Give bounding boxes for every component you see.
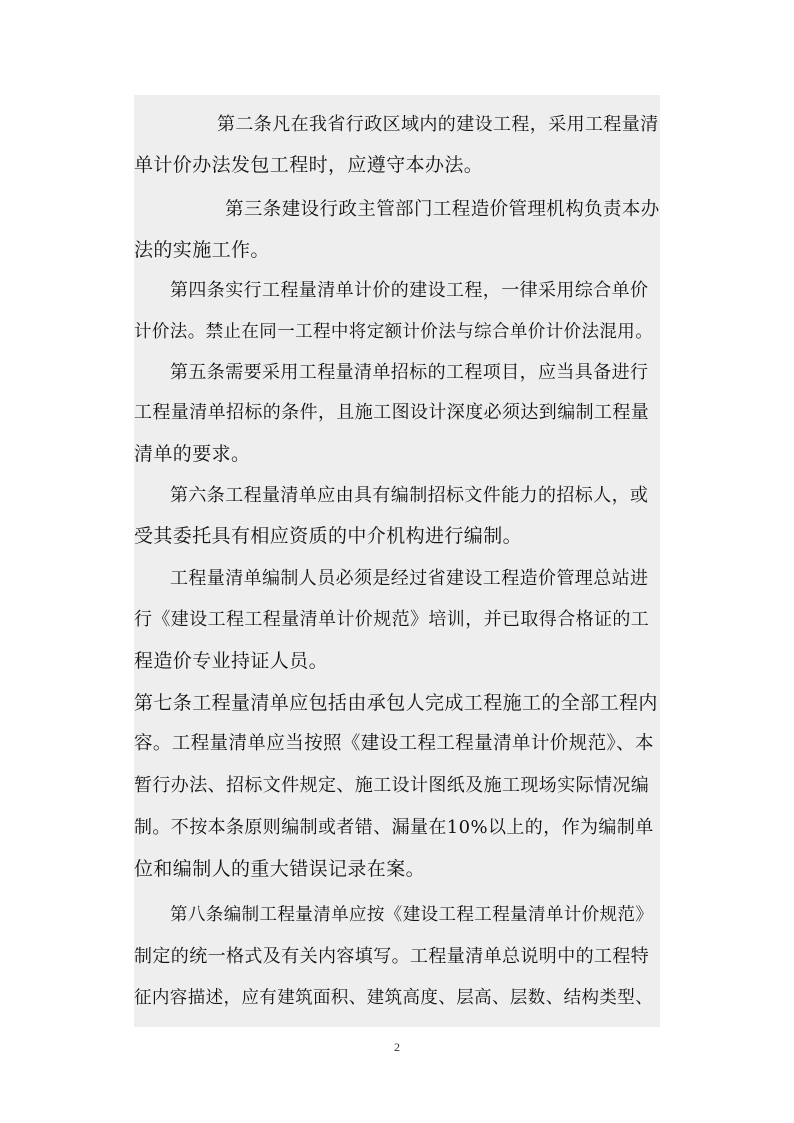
text-line: 第五条需要采用工程量清单招标的工程项目，应当具备进行 bbox=[170, 362, 649, 383]
text-line: 第八条编制工程量清单应按《建设工程工程量清单计价规范》 bbox=[170, 905, 654, 925]
text-line: 清单的要求。 bbox=[134, 443, 251, 465]
text-line: 制。不按本条原则编制或者错、漏量在10%以上的，作为编制单 bbox=[134, 817, 654, 838]
text-line: 制定的统一格式及有关内容填写。工程量清单总说明中的工程特 bbox=[134, 946, 650, 967]
text-line: 工程量清单编制人员必须是经过省建设工程造价管理总站进 bbox=[170, 568, 649, 589]
text-line: 第七条工程量清单应包括由承包人完成工程施工的全部工程内 bbox=[134, 692, 658, 714]
text-line: 征内容描述，应有建筑面积、建筑高度、层高、层数、结构类型、 bbox=[134, 988, 654, 1008]
text-line: 行《建设工程工程量清单计价规范》培训，并已取得合格证的工 bbox=[134, 609, 650, 630]
text-line: 受其委托具有相应资质的中介机构进行编制。 bbox=[134, 525, 523, 547]
text-line: 第六条工程量清单应由具有编制招标文件能力的招标人，或 bbox=[170, 485, 649, 506]
text-line: 位和编制人的重大错误记录在案。 bbox=[134, 858, 426, 880]
text-line: 程造价专业持证人员。 bbox=[134, 650, 329, 672]
text-line: 第二条凡在我省行政区域内的建设工程，采用工程量清 bbox=[217, 114, 659, 135]
text-line: 容。工程量清单应当按照《建设工程工程量清单计价规范》、本 bbox=[134, 733, 654, 754]
document-body bbox=[134, 95, 660, 1027]
text-line: 法的实施工作。 bbox=[134, 239, 270, 261]
text-line: 单计价办法发包工程时，应遵守本办法。 bbox=[134, 154, 484, 176]
text-line: 第三条建设行政主管部门工程造价管理机构负责本办 bbox=[225, 199, 660, 220]
text-line: 第四条实行工程量清单计价的建设工程，一律采用综合单价 bbox=[170, 280, 649, 301]
text-line: 计价法。禁止在同一工程中将定额计价法与综合单价计价法混用。 bbox=[134, 322, 654, 342]
text-line: 暂行办法、招标文件规定、施工设计图纸及施工现场实际情况编 bbox=[134, 775, 650, 796]
text-line: 工程量清单招标的条件，且施工图设计深度必须达到编制工程量 bbox=[134, 402, 650, 423]
page-number: 2 bbox=[394, 1040, 400, 1054]
